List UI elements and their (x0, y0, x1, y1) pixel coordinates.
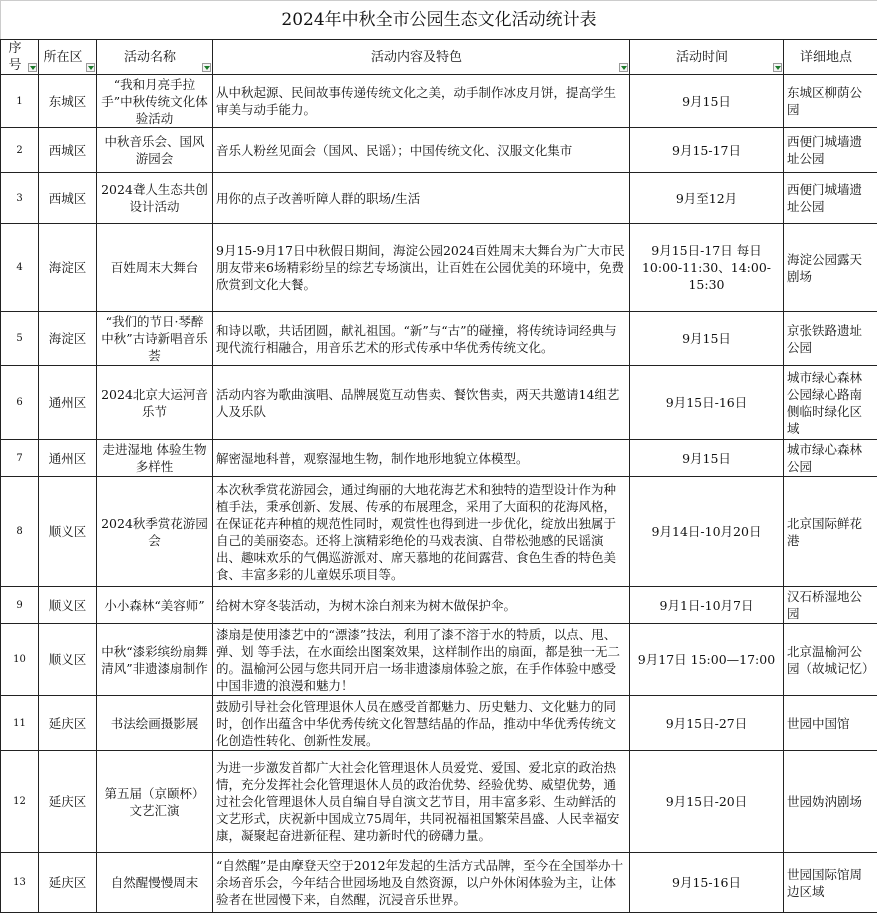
table-row[interactable] (1, 173, 877, 224)
cell-location[interactable]: 城市绿心森林公园绿心路南侧临时绿化区域 (784, 366, 877, 440)
cell-district[interactable]: 通州区 (39, 440, 97, 477)
cell-index[interactable]: 5 (1, 312, 39, 366)
cell-time[interactable]: 9月1日-10月7日 (630, 587, 784, 624)
cell-name[interactable]: 2024聋人生态共创设计活动 (97, 173, 213, 224)
header-content (213, 40, 630, 75)
cell-name[interactable]: “我和月亮手拉手”中秋传统文化体验活动 (97, 75, 213, 128)
cell-time[interactable]: 9月至12月 (630, 173, 784, 224)
cell-content[interactable]: 音乐人粉丝见面会（国风、民谣）；中国传统文化、汉服文化集市 (213, 128, 630, 173)
cell-name[interactable]: “我们的节日·琴醉中秋”古诗新唱音乐荟 (97, 312, 213, 366)
cell-location[interactable]: 西便门城墙遗址公园 (784, 173, 877, 224)
cell-name[interactable]: 书法绘画摄影展 (97, 696, 213, 751)
cell-name[interactable]: 中秋音乐会、国风游园会 (97, 128, 213, 173)
table-title: 2024年中秋全市公园生态文化活动统计表 (1, 1, 877, 40)
cell-time[interactable]: 9月15日 (630, 440, 784, 477)
cell-location[interactable]: 世园国际馆周边区域 (784, 853, 877, 913)
cell-content[interactable]: “自然醒”是由摩登天空于2012年发起的生活方式品牌，至今在全国举办十余场音乐会，今年结合世园场地及自然资源，以户外休闲体验为主，让体验者在世园慢下来，自然醒，沉浸音乐世界。 (213, 853, 630, 913)
table-row[interactable] (1, 440, 877, 477)
cell-location[interactable]: 海淀公园露天剧场 (784, 224, 877, 312)
cell-content[interactable]: 本次秋季赏花游园会，通过绚丽的大地花海艺术和独特的造型设计作为种植手法，秉承创新、发展、传承的布展理念，采用了大面积的花海风格，在保证花卉种植的规范性同时，观赏性也得到进一步优化，绽放出独属于自己的美丽姿态。还将上演精彩绝伦的马戏表演、自带松弛感的民谣演出、趣味欢乐的气偶巡游派对、席天慕地的花间露营、食色生香的特色美食、丰富多彩的儿童娱乐项目等。 (213, 477, 630, 587)
cell-district[interactable]: 顺义区 (39, 624, 97, 696)
cell-time[interactable]: 9月15日-20日 (630, 751, 784, 853)
cell-index[interactable]: 1 (1, 75, 39, 128)
header-index (1, 40, 39, 75)
filter-dropdown-icon[interactable] (619, 63, 628, 72)
cell-time[interactable]: 9月15-16日 (630, 853, 784, 913)
cell-district[interactable]: 西城区 (39, 128, 97, 173)
table-row[interactable] (1, 751, 877, 853)
cell-time[interactable]: 9月15-17日 (630, 128, 784, 173)
table-row[interactable] (1, 477, 877, 587)
cell-district[interactable]: 通州区 (39, 366, 97, 440)
cell-content[interactable]: 给树木穿冬装活动，为树木涂白剂来为树木做保护伞。 (213, 587, 630, 624)
cell-index[interactable]: 2 (1, 128, 39, 173)
cell-index[interactable]: 4 (1, 224, 39, 312)
cell-content[interactable]: 和诗以歌，共话团圆，献礼祖国。“新”与“古”的碰撞，将传统诗词经典与现代流行相融合，用音乐艺术的形式传承中华优秀传统文化。 (213, 312, 630, 366)
filter-dropdown-icon[interactable] (28, 63, 37, 72)
cell-location[interactable]: 西便门城墙遗址公园 (784, 128, 877, 173)
cell-content[interactable]: 鼓励引导社会化管理退休人员在感受首都魅力、历史魅力、文化魅力的同时，创作出蕴含中华优秀传统文化智慧结晶的作品，推动中华优秀传统文化创造性转化、创新性发展。 (213, 696, 630, 751)
cell-content[interactable]: 漆扇是使用漆艺中的“漂漆”技法，利用了漆不溶于水的特质，以点、甩、弹、划 等手法，在水面绘出图案效果，这样制作出的扇面，都是独一无二的。温榆河公园与您共同开启一场非遗漆扇体验之旅，在手作体验中感受中国非遗的浪漫和魅力！ (213, 624, 630, 696)
cell-index[interactable]: 3 (1, 173, 39, 224)
cell-name[interactable]: 中秋“漆彩缤纷扇舞清风”非遗漆扇制作 (97, 624, 213, 696)
table-row[interactable] (1, 696, 877, 751)
cell-content[interactable]: 9月15-9月17日中秋假日期间，海淀公园2024百姓周末大舞台为广大市民朋友带来6场精彩纷呈的综艺专场演出，让百姓在公园优美的环境中，免费欣赏到文化大餐。 (213, 224, 630, 312)
cell-time[interactable]: 9月15日 (630, 312, 784, 366)
cell-location[interactable]: 汉石桥湿地公园 (784, 587, 877, 624)
cell-location[interactable]: 东城区柳荫公园 (784, 75, 877, 128)
cell-time[interactable]: 9月15日-27日 (630, 696, 784, 751)
cell-location[interactable]: 城市绿心森林公园 (784, 440, 877, 477)
filter-dropdown-icon[interactable] (86, 63, 95, 72)
table-row[interactable] (1, 624, 877, 696)
cell-location[interactable]: 世园妫汭剧场 (784, 751, 877, 853)
header-name (97, 40, 213, 75)
table-row[interactable] (1, 366, 877, 440)
cell-index[interactable]: 13 (1, 853, 39, 913)
header-time (630, 40, 784, 75)
cell-time[interactable]: 9月15日-17日 每日10:00-11:30、14:00-15:30 (630, 224, 784, 312)
cell-location[interactable]: 北京温榆河公园（故城记忆） (784, 624, 877, 696)
cell-content[interactable]: 从中秋起源、民间故事传递传统文化之美，动手制作冰皮月饼，提高学生审美与动手能力。 (213, 75, 630, 128)
cell-time[interactable]: 9月15日 (630, 75, 784, 128)
cell-time[interactable]: 9月15日-16日 (630, 366, 784, 440)
header-time-label: 活动时间 (676, 50, 728, 65)
cell-name[interactable]: 小小森林“美容师” (97, 587, 213, 624)
cell-district[interactable]: 海淀区 (39, 312, 97, 366)
cell-index[interactable]: 12 (1, 751, 39, 853)
cell-district[interactable]: 延庆区 (39, 853, 97, 913)
cell-district[interactable]: 东城区 (39, 75, 97, 128)
filter-dropdown-icon[interactable] (202, 63, 211, 72)
header-district-label: 所在区 (43, 50, 82, 65)
cell-district[interactable]: 顺义区 (39, 587, 97, 624)
cell-index[interactable]: 10 (1, 624, 39, 696)
cell-name[interactable]: 走进湿地 体验生物多样性 (97, 440, 213, 477)
header-district (39, 40, 97, 75)
cell-district[interactable]: 海淀区 (39, 224, 97, 312)
table-row[interactable] (1, 75, 877, 128)
cell-content[interactable]: 用你的点子改善听障人群的职场/生活 (213, 173, 630, 224)
cell-index[interactable]: 7 (1, 440, 39, 477)
cell-content[interactable]: 解密湿地科普，观察湿地生物，制作地形地貌立体模型。 (213, 440, 630, 477)
header-row (1, 40, 877, 75)
table-row[interactable] (1, 853, 877, 913)
cell-name[interactable]: 2024北京大运河音乐节 (97, 366, 213, 440)
cell-time[interactable]: 9月17日 15:00—17:00 (630, 624, 784, 696)
cell-content[interactable]: 为进一步激发首都广大社会化管理退休人员爱党、爱国、爱北京的政治热情，充分发挥社会化管理退休人员的政治优势、经验优势、威望优势，通过社会化管理退休人员自编自导自演文艺节目，用丰富多彩、生动鲜活的文艺形式，庆祝新中国成立75周年，共同祝福祖国繁荣昌盛、人民幸福安康，凝聚起奋进新征程、建功新时代的磅礴力量。 (213, 751, 630, 853)
cell-district[interactable]: 延庆区 (39, 696, 97, 751)
cell-name[interactable]: 自然醒慢慢周末 (97, 853, 213, 913)
cell-location[interactable]: 北京国际鲜花港 (784, 477, 877, 587)
cell-district[interactable]: 西城区 (39, 173, 97, 224)
cell-location[interactable]: 世园中国馆 (784, 696, 877, 751)
table-row[interactable] (1, 224, 877, 312)
cell-index[interactable]: 6 (1, 366, 39, 440)
header-index-label: 序号 (8, 41, 21, 73)
cell-name[interactable]: 第五届（京颐杯）文艺汇演 (97, 751, 213, 853)
cell-name[interactable]: 百姓周末大舞台 (97, 224, 213, 312)
cell-district[interactable]: 顺义区 (39, 477, 97, 587)
table-row[interactable] (1, 128, 877, 173)
header-content-label: 活动内容及特色 (371, 50, 462, 65)
header-location (784, 40, 877, 75)
header-location-label: 详细地点 (800, 50, 852, 65)
filter-dropdown-icon[interactable] (773, 63, 782, 72)
cell-name[interactable]: 2024秋季赏花游园会 (97, 477, 213, 587)
cell-index[interactable]: 11 (1, 696, 39, 751)
cell-time[interactable]: 9月14日-10月20日 (630, 477, 784, 587)
cell-index[interactable]: 9 (1, 587, 39, 624)
header-name-label: 活动名称 (124, 50, 176, 65)
cell-index[interactable]: 8 (1, 477, 39, 587)
table-row[interactable] (1, 587, 877, 624)
cell-location[interactable]: 京张铁路遗址公园 (784, 312, 877, 366)
cell-district[interactable]: 延庆区 (39, 751, 97, 853)
cell-content[interactable]: 活动内容为歌曲演唱、品牌展览互动售卖、餐饮售卖，两天共邀请14组艺人及乐队 (213, 366, 630, 440)
table-row[interactable] (1, 312, 877, 366)
